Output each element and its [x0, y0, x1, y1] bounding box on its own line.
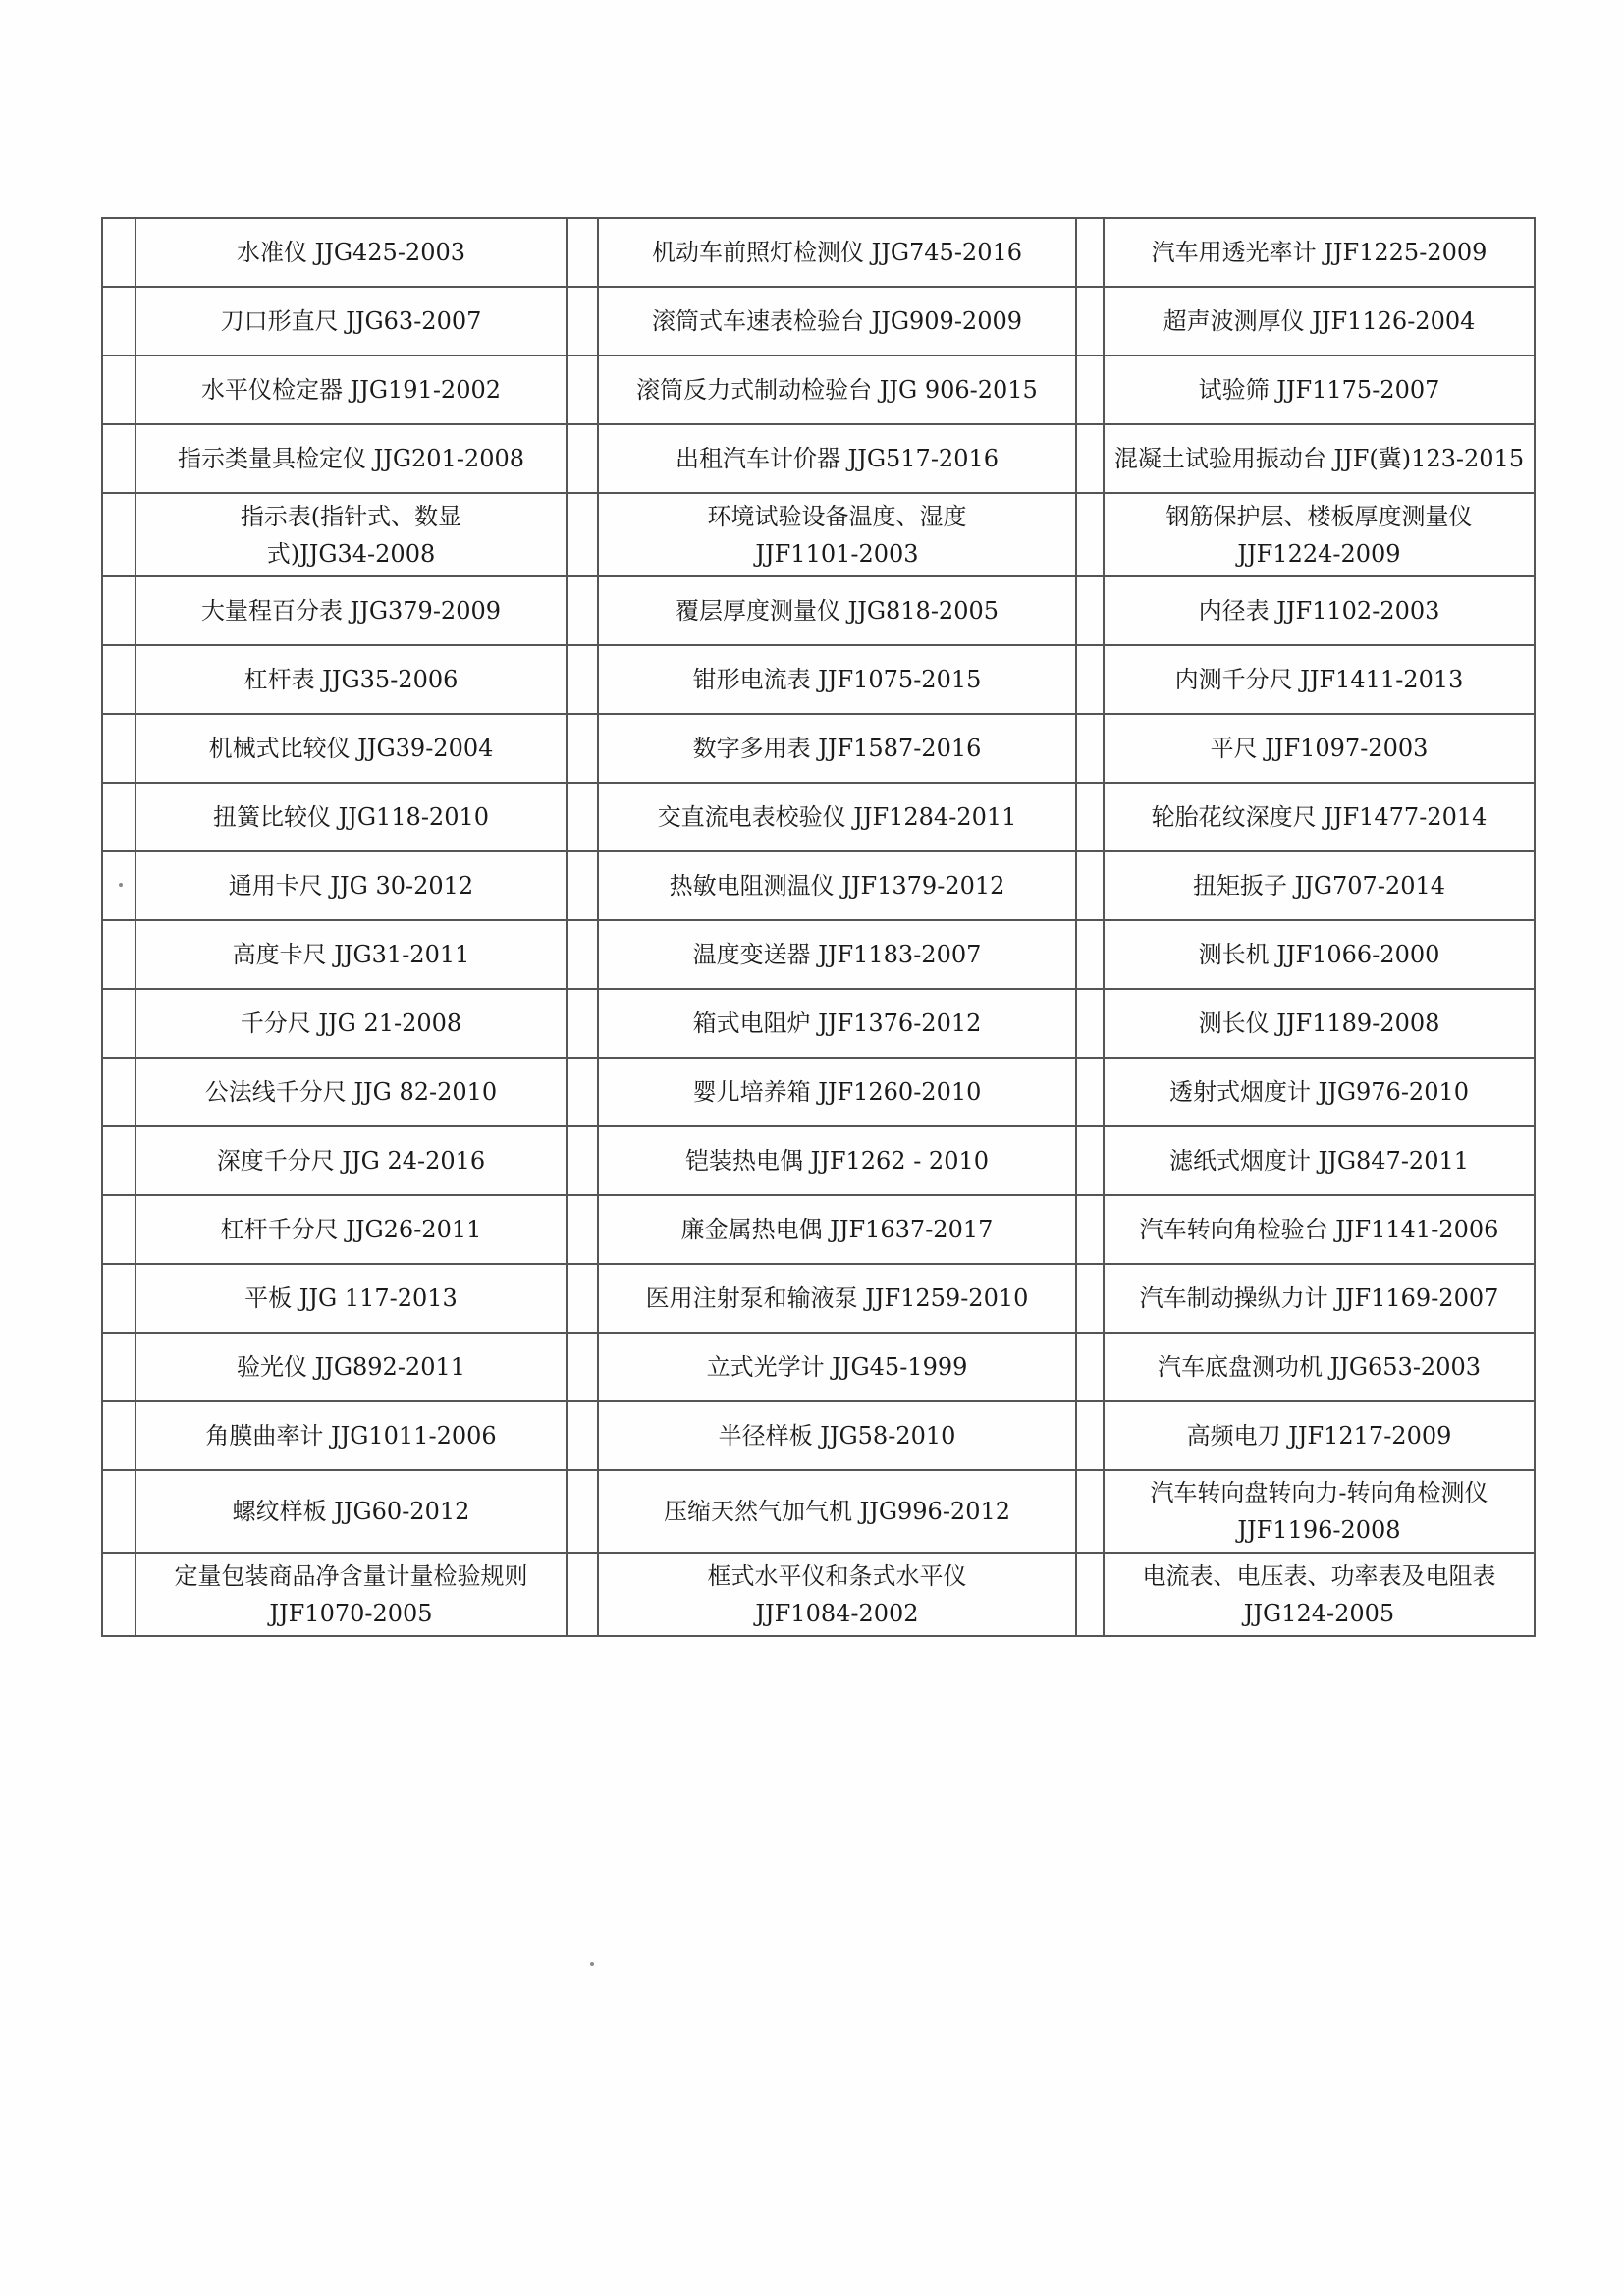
- table-spacer-cell: [102, 218, 135, 287]
- standard-name: 扭簧比较仪 JJG118-2010: [212, 802, 490, 831]
- table-spacer-cell: [567, 493, 598, 576]
- table-row: [102, 1126, 1535, 1195]
- table-spacer-cell: [567, 645, 598, 714]
- standard-name: 滚筒式车速表检验台 JJG909-2009: [651, 306, 1023, 335]
- standard-cell: [598, 493, 1076, 576]
- table-spacer-cell: [1076, 1264, 1104, 1333]
- table-spacer-cell: [102, 1333, 135, 1401]
- table-spacer-cell: [567, 424, 598, 493]
- standard-cell: [1104, 783, 1535, 851]
- table-spacer-cell: [102, 1553, 135, 1636]
- standard-cell: [1104, 645, 1535, 714]
- scan-speck: [590, 1962, 594, 1966]
- standard-name: 平板 JJG 117-2013: [244, 1284, 458, 1312]
- table-spacer-cell: [1076, 1333, 1104, 1401]
- standard-cell: [598, 1553, 1076, 1636]
- table-spacer-cell: [102, 714, 135, 783]
- standard-name: 测长仪 JJF1189-2008: [1198, 1009, 1440, 1037]
- table-spacer-cell: [1076, 1553, 1104, 1636]
- table-spacer-cell: [567, 1126, 598, 1195]
- standard-name: 机械式比较仪 JJG39-2004: [208, 734, 494, 762]
- standard-name: 内径表 JJF1102-2003: [1198, 596, 1440, 625]
- standard-cell: [1104, 714, 1535, 783]
- standard-cell: [135, 1195, 567, 1264]
- standard-cell: [1104, 218, 1535, 287]
- standard-name: 汽车转向角检验台 JJF1141-2006: [1139, 1215, 1499, 1243]
- standard-cell: [598, 1401, 1076, 1470]
- table-spacer-cell: [1076, 1470, 1104, 1553]
- standard-name: 框式水平仪和条式水平仪 JJF1084-2002: [707, 1561, 967, 1627]
- standard-name: 内测千分尺 JJF1411-2013: [1174, 665, 1464, 693]
- standard-cell: [135, 576, 567, 645]
- standard-name: 试验筛 JJF1175-2007: [1198, 375, 1440, 404]
- table-row: [102, 1195, 1535, 1264]
- standard-cell: [135, 1264, 567, 1333]
- standard-name: 混凝土试验用振动台 JJF(冀)123-2015: [1113, 444, 1525, 472]
- table-row: [102, 287, 1535, 355]
- standard-name: 钢筋保护层、楼板厚度测量仪 JJF1224-2009: [1165, 502, 1473, 568]
- table-row: [102, 645, 1535, 714]
- standard-name: 箱式电阻炉 JJF1376-2012: [692, 1009, 982, 1037]
- standard-cell: [1104, 493, 1535, 576]
- standard-cell: [1104, 1470, 1535, 1553]
- standard-cell: [598, 783, 1076, 851]
- table-spacer-cell: [102, 645, 135, 714]
- table-spacer-cell: [1076, 424, 1104, 493]
- table-row: [102, 851, 1535, 920]
- standard-name: 钳形电流表 JJF1075-2015: [692, 665, 982, 693]
- standard-name: 滤纸式烟度计 JJG847-2011: [1168, 1146, 1470, 1175]
- standard-cell: [1104, 1401, 1535, 1470]
- table-spacer-cell: [1076, 1195, 1104, 1264]
- standard-name: 杠杆千分尺 JJG26-2011: [220, 1215, 482, 1243]
- table-spacer-cell: [102, 783, 135, 851]
- table-spacer-cell: [102, 1470, 135, 1553]
- table-spacer-cell: [102, 1126, 135, 1195]
- standard-name: 指示类量具检定仪 JJG201-2008: [177, 444, 525, 472]
- table-row: [102, 493, 1535, 576]
- standard-name: 医用注射泵和输液泵 JJF1259-2010: [645, 1284, 1029, 1312]
- standard-cell: [1104, 1126, 1535, 1195]
- standard-name: 汽车底盘测功机 JJG653-2003: [1157, 1352, 1482, 1381]
- standard-cell: [1104, 920, 1535, 989]
- table-row: [102, 1470, 1535, 1553]
- standard-cell: [598, 1264, 1076, 1333]
- standard-name: 螺纹样板 JJG60-2012: [232, 1498, 470, 1525]
- standard-cell: [135, 851, 567, 920]
- standard-name: 深度千分尺 JJG 24-2016: [216, 1146, 486, 1175]
- table-spacer-cell: [1076, 1058, 1104, 1126]
- standard-name: 婴儿培养箱 JJF1260-2010: [692, 1077, 982, 1106]
- table-spacer-cell: [102, 424, 135, 493]
- standard-name: 出租汽车计价器 JJG517-2016: [675, 444, 1000, 472]
- standards-table: [101, 217, 1536, 1637]
- standard-cell: [1104, 576, 1535, 645]
- standard-cell: [135, 287, 567, 355]
- table-spacer-cell: [1076, 920, 1104, 989]
- table-spacer-cell: [1076, 287, 1104, 355]
- table-spacer-cell: [1076, 576, 1104, 645]
- standard-name: 数字多用表 JJF1587-2016: [692, 734, 982, 762]
- standard-name: 测长机 JJF1066-2000: [1198, 940, 1440, 968]
- table-spacer-cell: [1076, 851, 1104, 920]
- table-spacer-cell: [567, 1333, 598, 1401]
- table-spacer-cell: [1076, 218, 1104, 287]
- standard-name: 水准仪 JJG425-2003: [236, 238, 466, 266]
- standard-name: 杠杆表 JJG35-2006: [243, 665, 459, 693]
- table-spacer-cell: [567, 1195, 598, 1264]
- standard-cell: [135, 1401, 567, 1470]
- standard-cell: [135, 1126, 567, 1195]
- standard-name: 公法线千分尺 JJG 82-2010: [204, 1077, 498, 1106]
- standard-name: 指示表(指针式、数显 式)JJG34-2008: [240, 502, 462, 568]
- standard-name: 轮胎花纹深度尺 JJF1477-2014: [1151, 802, 1488, 831]
- table-spacer-cell: [102, 1401, 135, 1470]
- standard-name: 高频电刀 JJF1217-2009: [1186, 1421, 1452, 1449]
- table-row: [102, 1264, 1535, 1333]
- standard-cell: [598, 1126, 1076, 1195]
- standard-cell: [1104, 851, 1535, 920]
- table-spacer-cell: [1076, 714, 1104, 783]
- table-spacer-cell: [1076, 493, 1104, 576]
- table-spacer-cell: [102, 1058, 135, 1126]
- standard-name: 水平仪检定器 JJG191-2002: [200, 375, 502, 404]
- table-spacer-cell: [567, 1058, 598, 1126]
- standard-cell: [598, 1058, 1076, 1126]
- standard-name: 汽车制动操纵力计 JJF1169-2007: [1139, 1284, 1499, 1312]
- standard-cell: [598, 1333, 1076, 1401]
- standards-table-body: [102, 218, 1535, 1636]
- table-spacer-cell: [567, 1553, 598, 1636]
- standard-cell: [598, 355, 1076, 424]
- standard-name: 大量程百分表 JJG379-2009: [200, 596, 502, 625]
- standard-name: 压缩天然气加气机 JJG996-2012: [663, 1498, 1011, 1525]
- standard-name: 定量包装商品净含量计量检验规则 JJF1070-2005: [174, 1561, 528, 1627]
- table-spacer-cell: [567, 851, 598, 920]
- standard-name: 环境试验设备温度、湿度 JJF1101-2003: [707, 502, 967, 568]
- standard-cell: [598, 851, 1076, 920]
- table-spacer-cell: [567, 576, 598, 645]
- table-row: [102, 1553, 1535, 1636]
- standard-cell: [598, 218, 1076, 287]
- table-spacer-cell: [102, 287, 135, 355]
- standard-cell: [135, 920, 567, 989]
- standard-cell: [135, 218, 567, 287]
- table-spacer-cell: [567, 714, 598, 783]
- table-spacer-cell: [1076, 355, 1104, 424]
- table-spacer-cell: [1076, 1126, 1104, 1195]
- standard-cell: [598, 287, 1076, 355]
- standard-name: 立式光学计 JJG45-1999: [706, 1352, 968, 1381]
- standard-cell: [135, 714, 567, 783]
- standard-name: 汽车用透光率计 JJF1225-2009: [1151, 238, 1488, 266]
- standard-cell: [135, 783, 567, 851]
- standard-cell: [1104, 355, 1535, 424]
- scan-speck: [119, 883, 123, 887]
- standard-cell: [598, 989, 1076, 1058]
- table-spacer-cell: [567, 355, 598, 424]
- standard-name: 汽车转向盘转向力-转向角检测仪 JJF1196-2008: [1150, 1479, 1488, 1544]
- standard-name: 千分尺 JJG 21-2008: [240, 1009, 462, 1037]
- standard-cell: [135, 1553, 567, 1636]
- standard-cell: [135, 1058, 567, 1126]
- standard-cell: [1104, 287, 1535, 355]
- standard-cell: [135, 424, 567, 493]
- standard-name: 电流表、电压表、功率表及电阻表 JJG124-2005: [1142, 1561, 1496, 1627]
- table-spacer-cell: [102, 576, 135, 645]
- table-spacer-cell: [567, 989, 598, 1058]
- standard-cell: [598, 424, 1076, 493]
- table-spacer-cell: [1076, 645, 1104, 714]
- table-spacer-cell: [1076, 1401, 1104, 1470]
- table-spacer-cell: [102, 355, 135, 424]
- table-spacer-cell: [567, 287, 598, 355]
- table-row: [102, 576, 1535, 645]
- table-spacer-cell: [1076, 989, 1104, 1058]
- standard-name: 机动车前照灯检测仪 JJG745-2016: [651, 238, 1023, 266]
- standard-cell: [1104, 424, 1535, 493]
- standard-name: 交直流电表校验仪 JJF1284-2011: [657, 802, 1017, 831]
- standard-name: 平尺 JJF1097-2003: [1210, 734, 1429, 762]
- standard-name: 通用卡尺 JJG 30-2012: [228, 871, 474, 900]
- table-row: [102, 1058, 1535, 1126]
- standard-name: 滚筒反力式制动检验台 JJG 906-2015: [636, 375, 1038, 404]
- standard-cell: [135, 493, 567, 576]
- standard-name: 验光仪 JJG892-2011: [236, 1352, 466, 1381]
- standard-cell: [1104, 1333, 1535, 1401]
- table-spacer-cell: [102, 920, 135, 989]
- standard-cell: [1104, 1264, 1535, 1333]
- standard-cell: [135, 355, 567, 424]
- standard-cell: [598, 1470, 1076, 1553]
- standard-cell: [135, 1470, 567, 1553]
- table-spacer-cell: [567, 783, 598, 851]
- standard-name: 超声波测厚仪 JJF1126-2004: [1163, 306, 1476, 335]
- table-row: [102, 1401, 1535, 1470]
- standard-cell: [598, 645, 1076, 714]
- standard-cell: [598, 576, 1076, 645]
- standard-name: 刀口形直尺 JJG63-2007: [220, 306, 482, 335]
- table-row: [102, 989, 1535, 1058]
- table-spacer-cell: [567, 1401, 598, 1470]
- table-spacer-cell: [567, 920, 598, 989]
- standard-cell: [598, 920, 1076, 989]
- standard-cell: [1104, 989, 1535, 1058]
- standard-name: 透射式烟度计 JJG976-2010: [1168, 1077, 1470, 1106]
- standard-cell: [598, 1195, 1076, 1264]
- table-spacer-cell: [102, 493, 135, 576]
- table-spacer-cell: [102, 1195, 135, 1264]
- table-row: [102, 218, 1535, 287]
- standard-cell: [135, 989, 567, 1058]
- table-row: [102, 1333, 1535, 1401]
- table-spacer-cell: [567, 1264, 598, 1333]
- standard-name: 高度卡尺 JJG31-2011: [232, 940, 470, 968]
- standard-cell: [135, 645, 567, 714]
- standard-name: 扭矩扳子 JJG707-2014: [1192, 871, 1446, 900]
- table-row: [102, 920, 1535, 989]
- standard-cell: [1104, 1195, 1535, 1264]
- standard-name: 热敏电阻测温仪 JJF1379-2012: [669, 871, 1005, 900]
- table-row: [102, 714, 1535, 783]
- table-spacer-cell: [567, 218, 598, 287]
- table-row: [102, 355, 1535, 424]
- table-row: [102, 783, 1535, 851]
- standard-name: 铠装热电偶 JJF1262 - 2010: [684, 1146, 990, 1175]
- standard-name: 覆层厚度测量仪 JJG818-2005: [675, 596, 1000, 625]
- table-spacer-cell: [102, 1264, 135, 1333]
- table-spacer-cell: [1076, 783, 1104, 851]
- standard-cell: [598, 714, 1076, 783]
- table-spacer-cell: [102, 989, 135, 1058]
- standard-name: 半径样板 JJG58-2010: [718, 1421, 956, 1449]
- table-row: [102, 424, 1535, 493]
- standard-name: 廉金属热电偶 JJF1637-2017: [680, 1215, 994, 1243]
- standard-cell: [135, 1333, 567, 1401]
- standard-name: 角膜曲率计 JJG1011-2006: [205, 1421, 497, 1449]
- standard-cell: [1104, 1058, 1535, 1126]
- table-spacer-cell: [567, 1470, 598, 1553]
- standard-name: 温度变送器 JJF1183-2007: [692, 940, 982, 968]
- standard-cell: [1104, 1553, 1535, 1636]
